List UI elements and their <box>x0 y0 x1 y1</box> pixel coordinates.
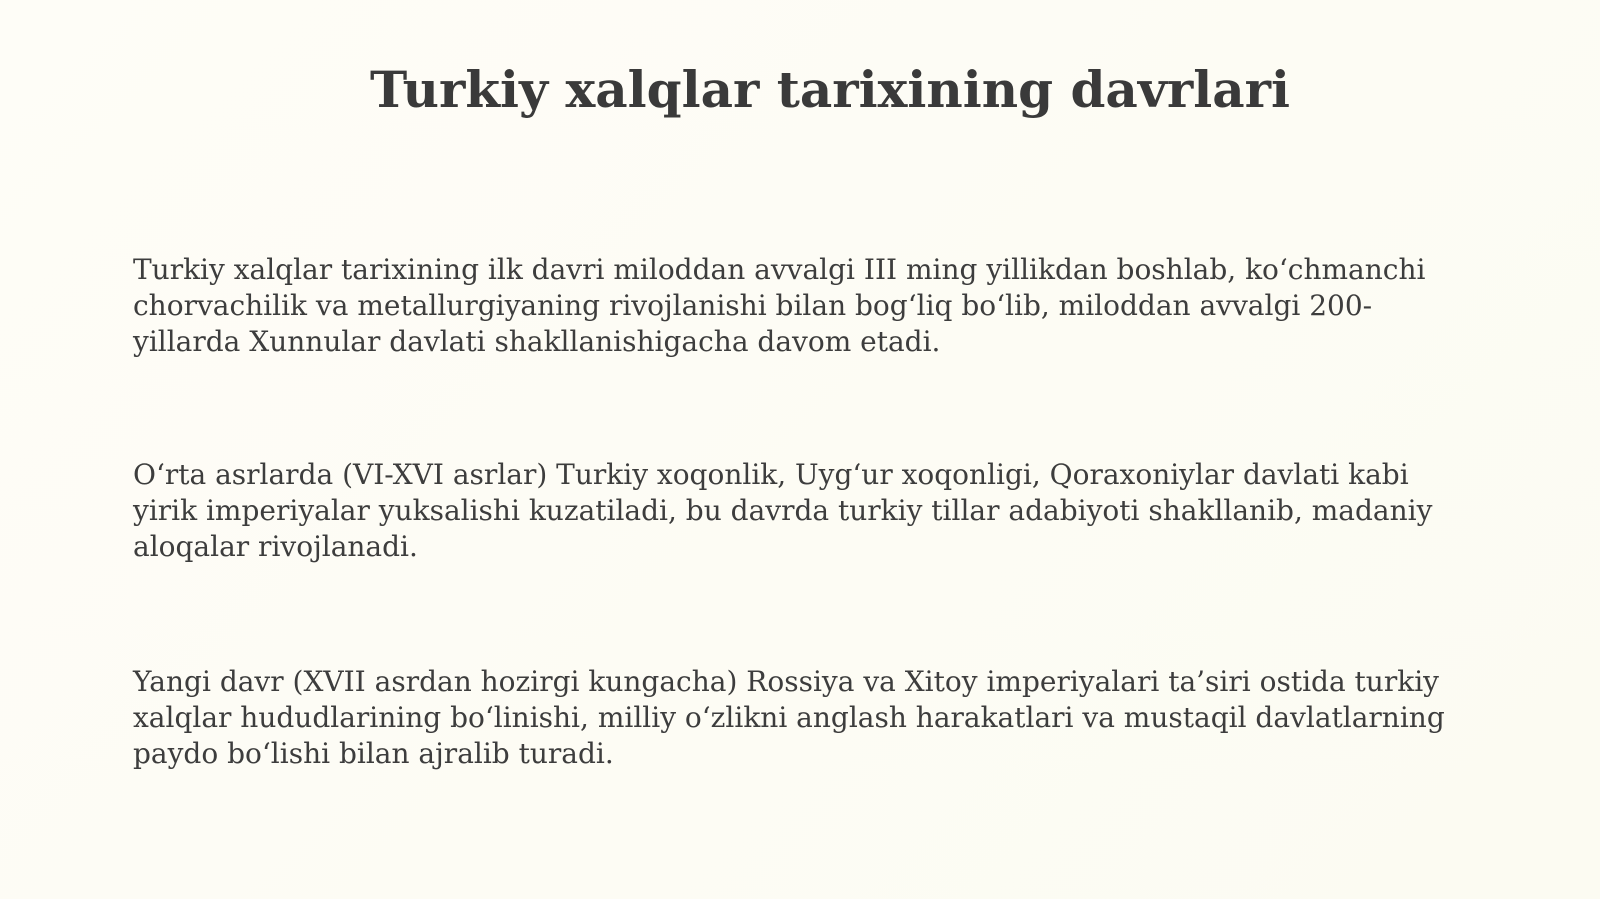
slide-title: Turkiy xalqlar tarixining davrlari <box>370 60 1290 119</box>
paragraph-middle-ages: O‘rta asrlarda (VI-XVI asrlar) Turkiy xoqonlik, Uyg‘ur xoqonligi, Qoraxoniylar davlati kabi yirik imperiyalar yuksalishi kuzatiladi, bu davrda turkiy tillar adabiyoti shakllanib, madaniy aloqalar rivojlanadi. <box>133 458 1433 563</box>
paragraph-modern-period: Yangi davr (XVII asrdan hozirgi kungacha) Rossiya va Xitoy imperiyalari ta’siri ostida turkiy xalqlar hududlarining bo‘linishi, milliy o‘zlikni anglash harakatlari va mustaqil davlatlarning paydo bo‘lishi bilan ajralib turadi. <box>133 665 1445 770</box>
paragraph-early-period: Turkiy xalqlar tarixining ilk davri miloddan avvalgi III ming yillikdan boshlab, ko‘chmanchi chorvachilik va metallurgiyaning rivojlanishi bilan bog‘liq bo‘lib, miloddan avvalgi 200-yillarda Xunnular davlati shakllanishigacha davom etadi. <box>133 253 1426 358</box>
